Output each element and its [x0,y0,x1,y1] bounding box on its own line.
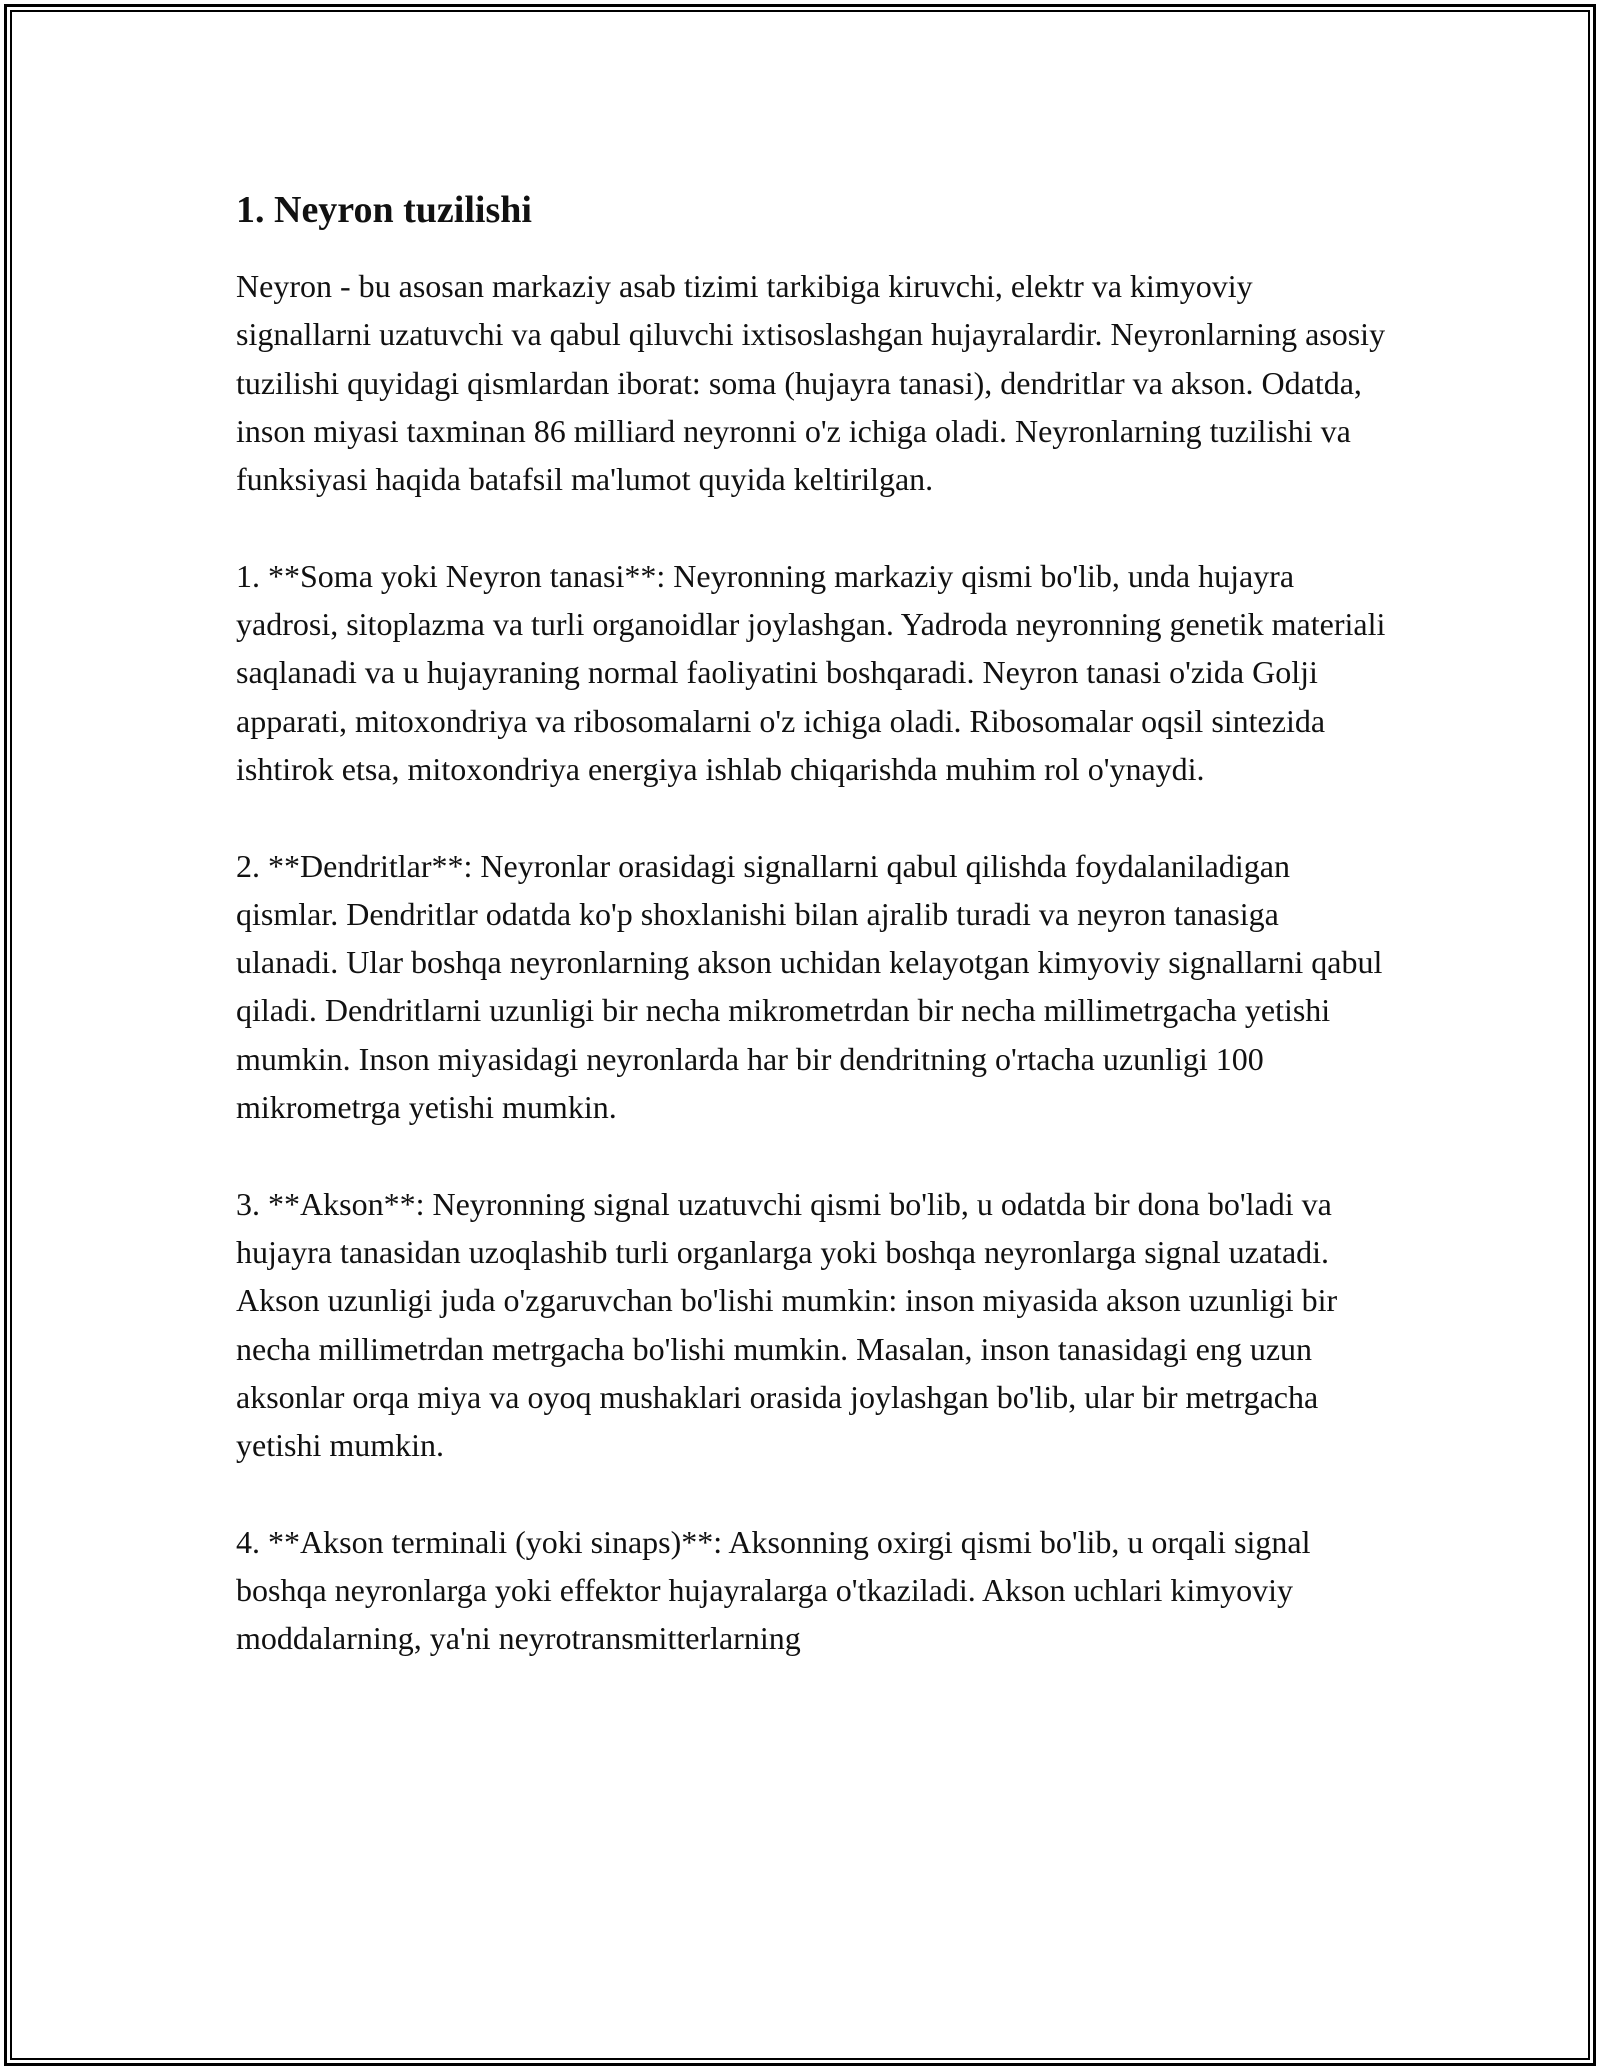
section-heading: 1. Neyron tuzilishi [236,189,532,231]
intro-paragraph: Neyron - bu asosan markaziy asab tizimi tarkibiga kiruvchi, elektr va kimyoviy signallarni uzatuvchi va qabul qiluvchi ixtisoslashgan hujayralardir. Neyronlarning asosiy tuzilishi quyidagi qismlardan iborat: soma (hujayra tanasi), dendritlar va akson. Odatda, inson miyasi taxminan 86 milliard neyronni o'z ichiga oladi. Neyronlarning tuzilishi va funksiyasi haqida batafsil ma'lumot quyida keltirilgan. [236,268,1386,498]
paragraph-dendritlar: 2. **Dendritlar**: Neyronlar orasidagi signallarni qabul qilishda foydalaniladigan qismlar. Dendritlar odatda ko'p shoxlanishi bilan ajralib turadi va neyron tanasiga ulanadi. Ular boshqa neyronlarning akson uchidan kelayotgan kimyoviy signallarni qabul qiladi. Dendritlarni uzunligi bir necha mikrometrdan bir necha millimetrgacha yetishi mumkin. Inson miyasidagi neyronlarda har bir dendritning o'rtacha uzunligi 100 mikrometrga yetishi mumkin. [236,847,1383,1126]
paragraph-soma: 1. **Soma yoki Neyron tanasi**: Neyronning markaziy qismi bo'lib, unda hujayra yadrosi, sitoplazma va turli organoidlar joylashgan. Yadroda neyronning genetik materiali saqlanadi va u hujayraning normal faoliyatini boshqaradi. Neyron tanasi o'zida Golji apparati, mitoxondriya va ribosomalarni o'z ichiga oladi. Ribosomalar oqsil sintezida ishtirok etsa, mitoxondriya energiya ishlab chiqarishda muhim rol o'ynaydi. [236,557,1386,787]
document-body [236,186,1386,1711]
paragraph-akson: 3. **Akson**: Neyronning signal uzatuvchi qismi bo'lib, u odatda bir dona bo'ladi va hujayra tanasidan uzoqlashib turli organlarga yoki boshqa neyronlarga signal uzatadi. Akson uzunligi juda o'zgaruvchan bo'lishi mumkin: inson miyasida akson uzunligi bir necha millimetrdan metrgacha bo'lishi mumkin. Masalan, inson tanasidagi eng uzun aksonlar orqa miya va oyoq mushaklari orasida joylashgan bo'lib, ular bir metrgacha yetishi mumkin. [236,1185,1338,1464]
paragraph-akson-terminali: 4. **Akson terminali (yoki sinaps)**: Aksonning oxirgi qismi bo'lib, u orqali signal boshqa neyronlarga yoki effektor hujayralarga o'tkaziladi. Akson uchlari kimyoviy moddalarning, ya'ni neyrotransmitterlarning [236,1523,1311,1657]
